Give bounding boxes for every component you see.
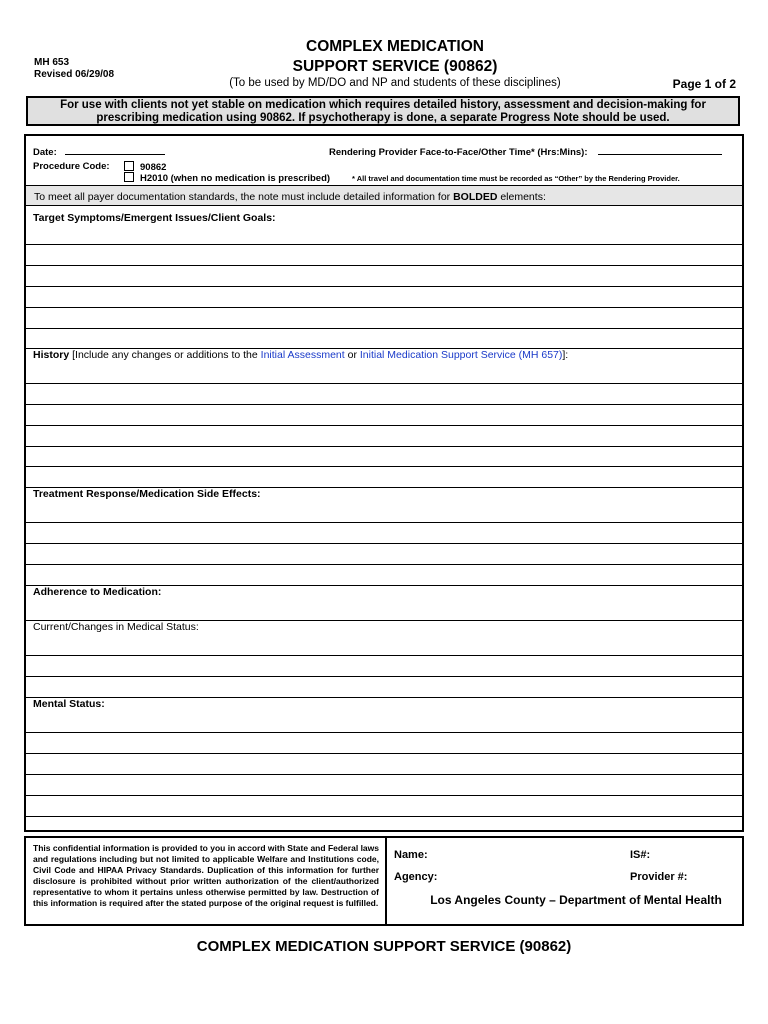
is-number-label: IS#: bbox=[630, 849, 651, 861]
history-text: ]: bbox=[562, 349, 569, 361]
writing-line[interactable] bbox=[26, 795, 742, 796]
provider-number-label: Provider #: bbox=[630, 871, 688, 883]
writing-line[interactable] bbox=[26, 697, 742, 698]
procedure-option-h2010[interactable] bbox=[124, 172, 330, 184]
checkbox-h2010[interactable] bbox=[124, 172, 134, 182]
time-field-group bbox=[329, 145, 722, 158]
writing-line[interactable] bbox=[26, 655, 742, 656]
standards-prefix: To meet all payer documentation standards, the note must include detailed information for bbox=[34, 191, 454, 203]
writing-line[interactable] bbox=[26, 522, 742, 523]
date-field-group bbox=[33, 145, 165, 158]
history-text: [Include any changes or additions to the bbox=[69, 349, 261, 361]
form-subtitle: (To be used by MD/DO and NP and students of these disciplines) bbox=[229, 77, 561, 89]
standards-suffix: elements: bbox=[497, 191, 546, 203]
usage-notice bbox=[26, 96, 740, 126]
target-symptoms-label: Target Symptoms/Emergent Issues/Client Goals: bbox=[33, 212, 276, 224]
writing-line[interactable] bbox=[26, 425, 742, 426]
code-h2010-label: H2010 (when no medication is prescribed) bbox=[140, 173, 331, 184]
initial-medication-support-link[interactable]: Initial Medication Support Service (MH 657) bbox=[359, 349, 563, 361]
writing-line[interactable] bbox=[26, 446, 742, 447]
time-note: * All travel and documentation time must be recorded as “Other” by the Rendering Provider. bbox=[352, 174, 680, 183]
date-label: Date: bbox=[33, 147, 57, 158]
writing-line[interactable] bbox=[26, 307, 742, 308]
writing-line[interactable] bbox=[26, 383, 742, 384]
initial-assessment-link[interactable]: Initial Assessment bbox=[260, 349, 345, 361]
agency-label: Agency: bbox=[394, 871, 438, 883]
form-number: MH 653 bbox=[34, 57, 70, 68]
writing-line[interactable] bbox=[26, 753, 742, 754]
medical-status-label: Current/Changes in Medical Status: bbox=[33, 621, 199, 633]
notice-line1: For use with clients not yet stable on medication which requires detailed history, assessment and decision-making for bbox=[60, 99, 706, 111]
adherence-label: Adherence to Medication: bbox=[33, 586, 162, 598]
confidentiality-statement: This confidential information is provided to you in accord with State and Federal laws and regulations including but not limited to applicable Welfare and Institutions code, Civil Code and HIPAA Privacy Standards. Duplication of this information for further disclosure is prohibited without prior written authorization of the client/authorized representative to whom it pertains unless otherwise permitted by law. Destruction of this information is required after the stated purpose of the original request is fulfilled. bbox=[26, 838, 387, 924]
writing-line[interactable] bbox=[26, 816, 742, 817]
time-label: Rendering Provider Face-to-Face/Other Time* (Hrs:Mins): bbox=[329, 147, 588, 158]
writing-line[interactable] bbox=[26, 732, 742, 733]
agency-name: Los Angeles County – Department of Mental Health bbox=[430, 893, 722, 907]
footer-box bbox=[24, 836, 744, 926]
form-id-block bbox=[34, 57, 114, 81]
history-text: or bbox=[344, 349, 360, 361]
writing-line[interactable] bbox=[26, 244, 742, 245]
writing-line[interactable] bbox=[26, 265, 742, 266]
form-body bbox=[24, 134, 744, 832]
writing-line[interactable] bbox=[26, 466, 742, 467]
treatment-response-label: Treatment Response/Medication Side Effects: bbox=[33, 488, 261, 500]
name-label: Name: bbox=[394, 849, 428, 861]
writing-line[interactable] bbox=[26, 543, 742, 544]
writing-line[interactable] bbox=[26, 774, 742, 775]
revised-date: Revised 06/29/08 bbox=[34, 69, 115, 80]
date-field[interactable] bbox=[65, 145, 165, 155]
time-field[interactable] bbox=[598, 145, 722, 155]
code-90862-label: 90862 bbox=[140, 162, 167, 173]
standards-bold: BOLDED bbox=[453, 191, 498, 203]
history-label bbox=[33, 349, 568, 361]
mental-status-label: Mental Status: bbox=[33, 698, 105, 710]
documentation-standards bbox=[26, 185, 742, 206]
form-title-line2: SUPPORT SERVICE (90862) bbox=[292, 58, 498, 75]
writing-line[interactable] bbox=[26, 564, 742, 565]
history-bold: History bbox=[33, 349, 70, 361]
form-title-line1: COMPLEX MEDICATION bbox=[306, 38, 484, 55]
page-number: Page 1 of 2 bbox=[672, 77, 736, 91]
bottom-title: COMPLEX MEDICATION SUPPORT SERVICE (90862) bbox=[196, 938, 572, 955]
writing-line[interactable] bbox=[26, 328, 742, 329]
checkbox-90862[interactable] bbox=[124, 161, 134, 171]
writing-line[interactable] bbox=[26, 676, 742, 677]
writing-line[interactable] bbox=[26, 404, 742, 405]
writing-line[interactable] bbox=[26, 286, 742, 287]
procedure-code-label: Procedure Code: bbox=[33, 161, 110, 172]
notice-line2: prescribing medication using 90862. If psychotherapy is done, a separate Progress Note should be used. bbox=[96, 112, 670, 124]
